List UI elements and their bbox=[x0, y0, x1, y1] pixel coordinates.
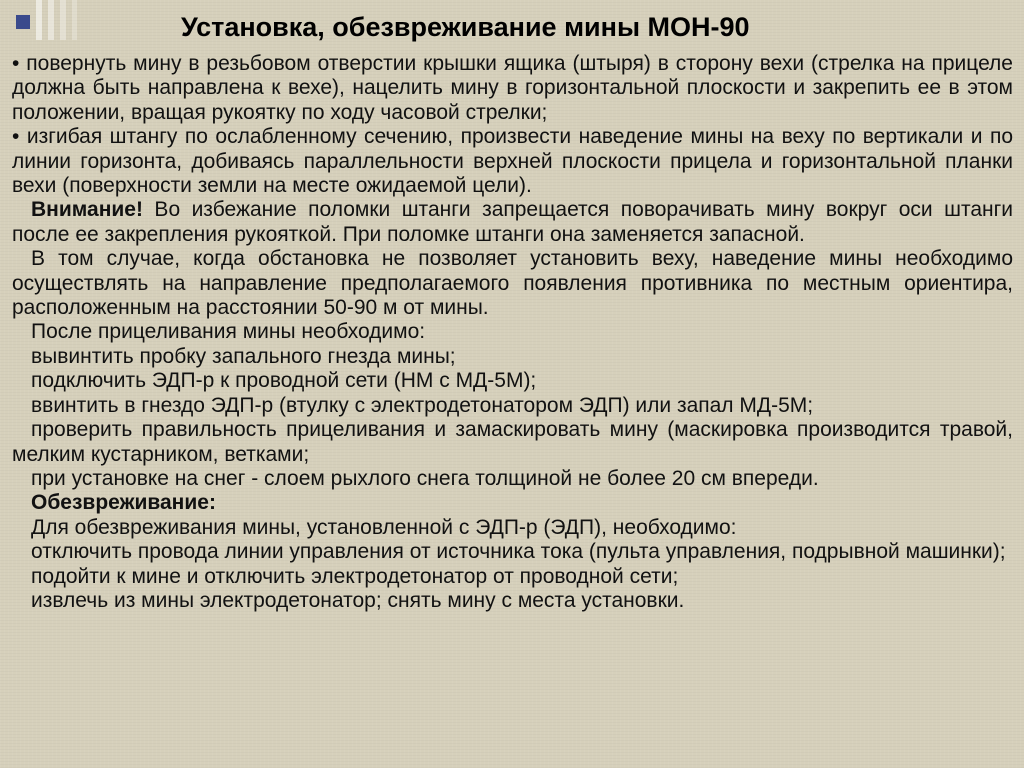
warning-text: Во избежание поломки штанги запрещается поворачивать мину вокруг оси штанги после ее закрепления рукояткой. При поломке штанги она заменяется запасной. bbox=[12, 198, 1013, 246]
paragraph: • повернуть мину в резьбовом отверстии крышки ящика (штыря) в сторону вехи (стрелка на прицеле должна быть направлена к вехе), нацелить мину в горизонтальной плоскости и закрепить ее в этом положении, вращая рукоятку по ходу часовой стрелки; bbox=[12, 52, 1013, 124]
paragraph: • изгибая штангу по ослабленному сечению, произвести наведение мины на веху по вертикали и по линии горизонта, добиваясь параллельности верхней плоскости прицела и горизонтальной планки вехи (поверхности земли на месте ожидаемой цели). bbox=[12, 125, 1013, 198]
section-heading: Обезвреживание: bbox=[31, 491, 216, 515]
paragraph: В том случае, когда обстановка не позволяет установить веху, наведение мины необходимо осуществлять на направление предполагаемого появления противника по местным ориентира, расположенным на расстоянии 50-90 м от мины. bbox=[12, 247, 1013, 320]
body-text bbox=[12, 52, 1013, 613]
paragraph: Для обезвреживания мины, установленной с ЭДП-р (ЭДП), необходимо: bbox=[31, 515, 737, 539]
paragraph: После прицеливания мины необходимо: bbox=[31, 320, 426, 344]
warning-label: Внимание! bbox=[31, 198, 143, 222]
list-item: вывинтить пробку запального гнезда мины; bbox=[31, 344, 456, 368]
corner-decoration bbox=[0, 0, 90, 40]
page-title: Установка, обезвреживание мины МОН-90 bbox=[181, 12, 750, 42]
list-item: подключить ЭДП-р к проводной сети (НМ с МД-5М); bbox=[31, 369, 537, 393]
list-item: подойти к мине и отключить электродетонатор от проводной сети; bbox=[31, 564, 679, 588]
list-item: отключить провода линии управления от источника тока (пульта управления, подрывной машинки); bbox=[31, 540, 1006, 564]
list-item: проверить правильность прицеливания и замаскировать мину (маскировка производится травой, мелким кустарником, ветками; bbox=[12, 418, 1013, 466]
list-item: извлечь из мины электродетонатор; снять мину с места установки. bbox=[31, 588, 685, 612]
list-item: ввинтить в гнездо ЭДП-р (втулку с электродетонатором ЭДП) или запал МД-5М; bbox=[31, 393, 814, 417]
warning-paragraph bbox=[12, 198, 1013, 247]
list-item: при установке на снег - слоем рыхлого снега толщиной не более 20 см впереди. bbox=[31, 466, 819, 490]
